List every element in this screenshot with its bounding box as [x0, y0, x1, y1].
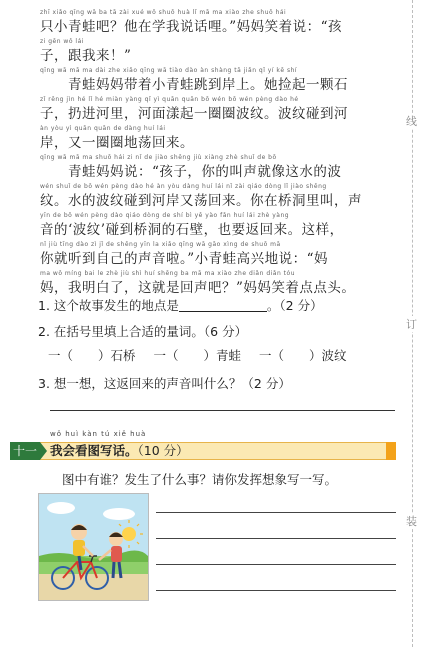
- question-3-answer-line[interactable]: [50, 410, 395, 411]
- pinyin-line: qīng wā mā ma dài zhe xiǎo qīng wā tiào dào àn shàng tā jiǎn qǐ yí kē shí: [40, 67, 298, 74]
- section-title: [50, 443, 189, 459]
- location-answer-blank[interactable]: [179, 299, 267, 312]
- pinyin-line: wén shuǐ de bō wén pèng dào hé àn yòu dàng huí lái nǐ zài qiáo dòng lǐ jiào shēng: [40, 183, 327, 190]
- pinyin-line: nǐ jiù tīng dào zì jǐ de shēng yīn la xiǎo qīng wā gāo xìng de shuō mā: [40, 241, 281, 248]
- question-2: 2. 在括号里填上合适的量词。（6 分）: [38, 324, 248, 339]
- writing-line[interactable]: [156, 564, 396, 565]
- section-number-badge: 十一: [10, 442, 40, 460]
- story-line: 青蛙妈妈带着小青蛙跳到岸上。她捡起一颗石: [40, 77, 348, 93]
- question-1-score: 。（2 分）: [266, 298, 323, 313]
- measure-word-item[interactable]: 一（ ）波纹: [259, 348, 347, 363]
- measure-word-row: [48, 346, 361, 364]
- section-title-pinyin: wǒ huì kàn tú xiě huà: [50, 430, 147, 438]
- writing-line[interactable]: [156, 590, 396, 591]
- measure-word-item[interactable]: 一（ ）青蛙: [153, 348, 242, 363]
- section-score: （10 分）: [137, 443, 189, 458]
- pinyin-line: zǐ rēng jìn hé lǐ hé miàn yàng qǐ yì quān quān bō wén bō wén pèng dào hé: [40, 96, 299, 103]
- story-line: 子，扔进河里，河面漾起一圈圈波纹。波纹碰到河: [40, 106, 348, 122]
- section-header-end-marker: [386, 442, 396, 460]
- story-line: 你就听到自己的声音啦。”小青蛙高兴地说：“妈: [40, 251, 329, 267]
- pinyin-line: qīng wā mā ma shuō hái zi nǐ de jiào shēng jiù xiàng zhè shuǐ de bō: [40, 154, 277, 161]
- story-line: 青蛙妈妈说：“孩子，你的叫声就像这水的波: [40, 164, 342, 180]
- writing-line[interactable]: [156, 512, 396, 513]
- story-line: 纹。水的波纹碰到河岸又荡回来。你在桥洞里叫，声: [40, 193, 362, 209]
- story-line: 音的‘波纹’碰到桥洞的石壁，也要返回来。这样，: [40, 222, 344, 238]
- story-line: 妈，我明白了，这就是回声吧？”妈妈笑着点点头。: [40, 280, 356, 296]
- pinyin-line: zi gēn wǒ lái: [40, 38, 84, 45]
- measure-word-item[interactable]: 一（ ）石桥: [48, 348, 136, 363]
- question-3: 3. 想一想，这返回来的声音叫什么？（2 分）: [38, 376, 291, 391]
- binding-label: 订: [406, 318, 417, 331]
- story-line: 岸，又一圈圈地荡回来。: [40, 135, 194, 151]
- binding-label: 装: [406, 515, 417, 528]
- question-1-text: 1. 这个故事发生的地点是: [38, 298, 179, 313]
- story-passage: [40, 8, 402, 298]
- writing-prompt: 图中有谁？发生了什么事？请你发挥想象写一写。: [62, 472, 338, 487]
- pinyin-line: àn yòu yì quān quān de dàng huí lái: [40, 125, 166, 132]
- writing-line[interactable]: [156, 538, 396, 539]
- illustration-boy-riding-bike: [38, 493, 149, 601]
- pinyin-line: ma wǒ míng bai le zhè jiù shì huí shēng ba mā ma xiào zhe diǎn diǎn tóu: [40, 270, 296, 277]
- pinyin-line: yīn de bō wén pèng dào qiáo dòng de shí bì yě yào fǎn huí lái zhè yàng: [40, 212, 290, 219]
- story-line: 只小青蛙吧？他在学我说话哩。”妈妈笑着说：“孩: [40, 19, 343, 35]
- story-line: 子，跟我来！”: [40, 48, 132, 64]
- binding-label: 线: [406, 115, 417, 128]
- question-1: [38, 296, 323, 314]
- pinyin-line: zhī xiǎo qīng wā ba tā zài xué wǒ shuō huà lǐ mā ma xiào zhe shuō hái: [40, 9, 287, 16]
- section-title-text: 我会看图写话。: [50, 443, 138, 458]
- section-header: [10, 442, 396, 460]
